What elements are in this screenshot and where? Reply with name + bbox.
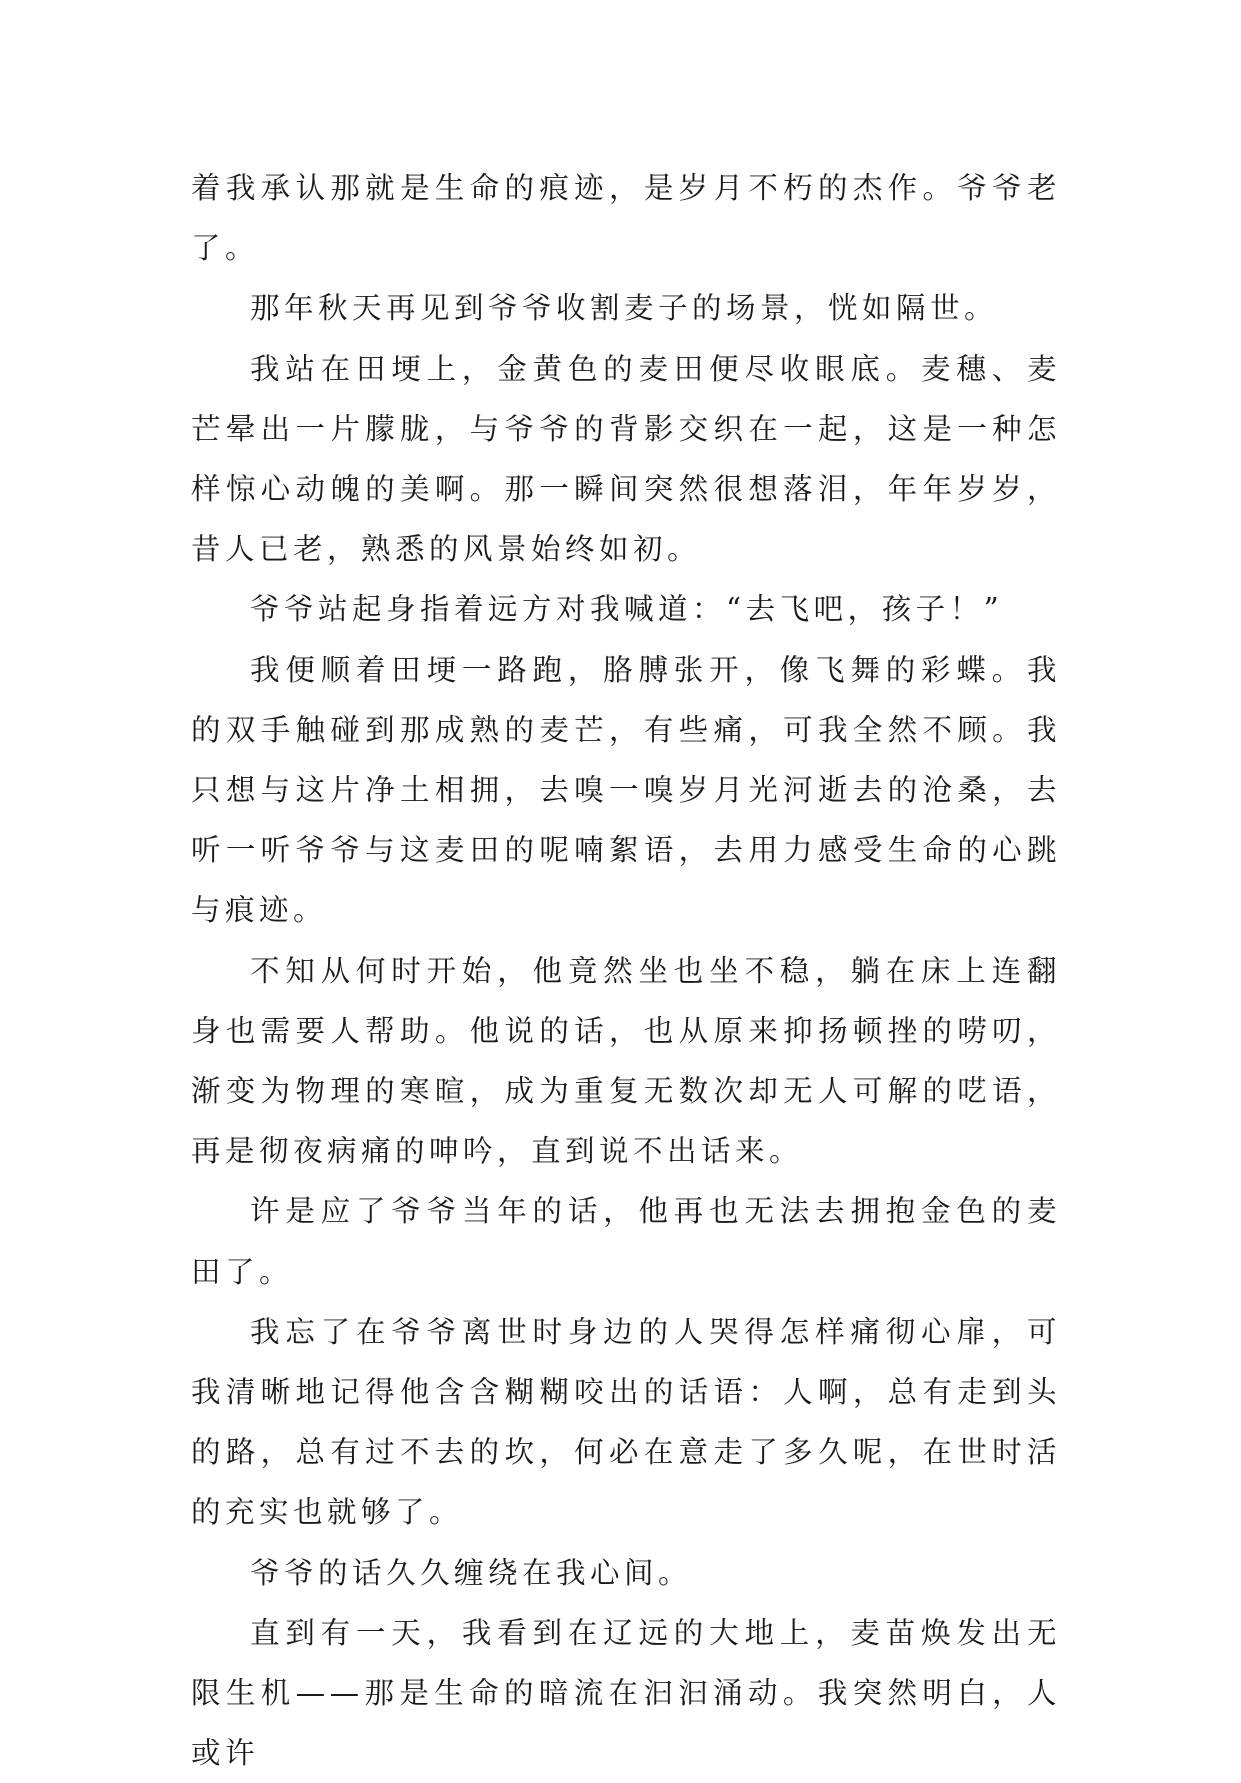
paragraph: 爷爷的话久久缠绕在我心间。: [250, 1555, 693, 1590]
paragraph: 着我承认那就是生命的痕迹，是岁月不朽的杰作。爷爷老了。: [191, 171, 1061, 266]
paragraph: 许是应了爷爷当年的话，他再也无法去拥抱金色的麦田了。: [191, 1194, 1061, 1289]
paragraph: 直到有一天，我看到在辽远的大地上，麦苗焕发出无限生机——那是生命的暗流在汩汩涌动。我突然明白，人或许: [191, 1615, 1061, 1771]
paragraph: 我便顺着田埂一路跑，胳膊张开，像飞舞的彩蝶。我的双手触碰到那成熟的麦芒，有些痛，可我全然不顾。我只想与这片净土相拥，去嗅一嗅岁月光河逝去的沧桑，去听一听爷爷与这麦田的呢喃絮语，去用力感受生命的心跳与痕迹。: [191, 652, 1061, 928]
paragraph: 我站在田埂上，金黄色的麦田便尽收眼底。麦穗、麦芒晕出一片朦胧，与爷爷的背影交织在一起，这是一种怎样惊心动魄的美啊。那一瞬间突然很想落泪，年年岁岁，昔人已老，熟悉的风景始终如初。: [191, 351, 1061, 567]
body-text: [191, 158, 1061, 1783]
paragraph: 爷爷站起身指着远方对我喊道：“去飞吧，孩子！”: [250, 592, 1004, 627]
paragraph: 我忘了在爷爷离世时身边的人哭得怎样痛彻心扉，可我清晰地记得他含含糊糊咬出的话语：人啊，总有走到头的路，总有过不去的坎，何必在意走了多久呢，在世时活的充实也就够了。: [191, 1314, 1061, 1530]
paragraph: 那年秋天再见到爷爷收割麦子的场景，恍如隔世。: [250, 291, 999, 326]
paragraph: 不知从何时开始，他竟然坐也坐不稳，躺在床上连翻身也需要人帮助。他说的话，也从原来抑扬顿挫的唠叨，渐变为物理的寒暄，成为重复无数次却无人可解的呓语，再是彻夜病痛的呻吟，直到说不出话来。: [191, 953, 1061, 1169]
